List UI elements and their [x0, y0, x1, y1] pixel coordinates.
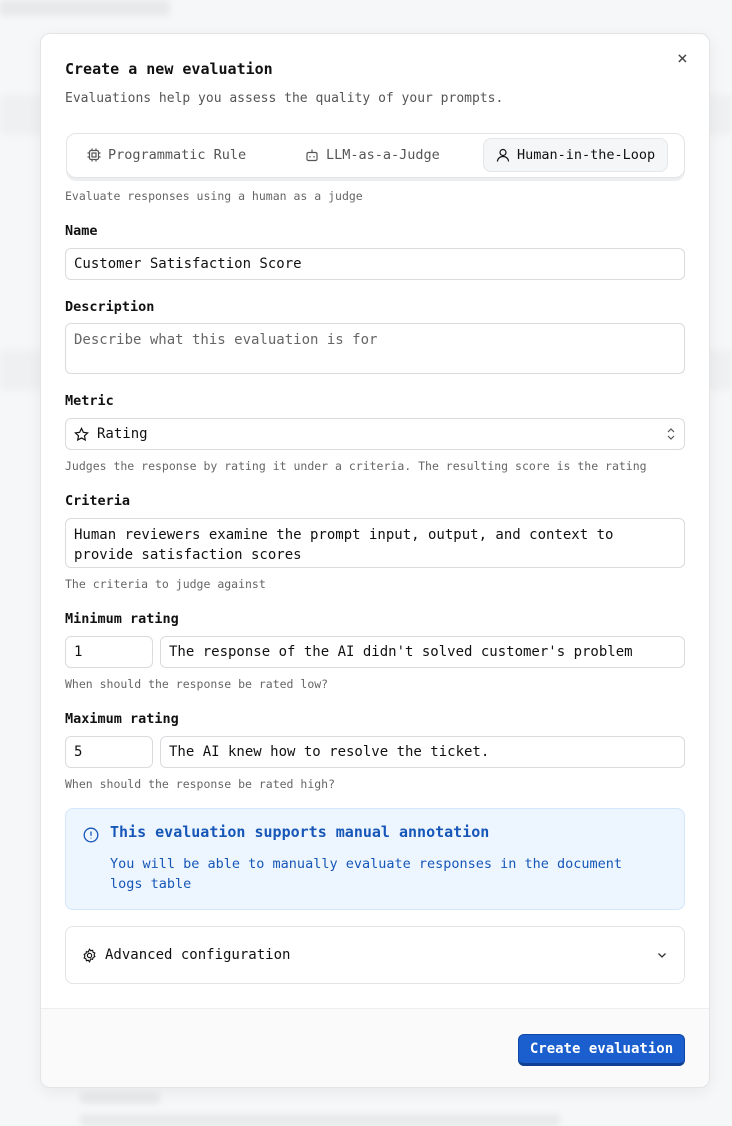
description-textarea[interactable]: Describe what this evaluation is for: [65, 323, 685, 374]
modal-title: Create a new evaluation: [65, 60, 273, 78]
modal-subtitle: Evaluations help you assess the quality of your prompts.: [65, 91, 504, 106]
max-rating-help-text: When should the response be rated high?: [65, 777, 336, 791]
metric-label: Metric: [65, 393, 114, 409]
min-rating-description-input[interactable]: The response of the AI didn't solved customer's problem: [160, 636, 685, 668]
name-label: Name: [65, 223, 98, 239]
tab-programmatic-rule[interactable]: [75, 138, 258, 172]
gear-icon: [82, 948, 97, 963]
alert-circle-icon: [83, 827, 99, 843]
criteria-textarea[interactable]: Human reviewers examine the prompt input, output, and context to provide satisfaction scores: [65, 518, 685, 568]
criteria-help-text: The criteria to judge against: [65, 577, 266, 591]
name-input[interactable]: Customer Satisfaction Score: [65, 248, 685, 280]
notice-title: This evaluation supports manual annotation: [110, 823, 490, 841]
criteria-label: Criteria: [65, 493, 131, 509]
tab-llm-as-a-judge[interactable]: [293, 138, 452, 172]
min-rating-value-input[interactable]: 1: [65, 636, 153, 668]
min-rating-help-text: When should the response be rated low?: [65, 677, 329, 691]
manual-annotation-notice: [65, 808, 685, 910]
chevrons-up-down-icon: [666, 427, 676, 441]
metric-value: Rating: [97, 426, 148, 442]
evaluation-type-tabs: [66, 133, 685, 178]
tab-help-text: Evaluate responses using a human as a judge: [65, 189, 363, 203]
user-icon: [496, 148, 510, 162]
chevron-down-icon: [656, 949, 668, 961]
star-icon: [74, 427, 89, 442]
cpu-icon: [87, 148, 101, 162]
max-rating-label: Maximum rating: [65, 711, 179, 727]
metric-help-text: Judges the response by rating it under a criteria. The resulting score is the rating: [65, 459, 647, 473]
tab-human-in-the-loop[interactable]: [483, 138, 668, 172]
advanced-configuration-label: Advanced configuration: [105, 947, 291, 963]
min-rating-label: Minimum rating: [65, 611, 179, 627]
tab-label: LLM-as-a-Judge: [326, 147, 440, 163]
max-rating-value-input[interactable]: 5: [65, 736, 153, 768]
create-evaluation-modal: [40, 33, 710, 1088]
metric-select[interactable]: [65, 418, 685, 450]
description-label: Description: [65, 299, 155, 315]
notice-body: You will be able to manually evaluate responses in the document logs table: [110, 856, 623, 892]
max-rating-description-input[interactable]: The AI knew how to resolve the ticket.: [160, 736, 685, 768]
create-evaluation-button[interactable]: Create evaluation: [518, 1034, 685, 1066]
modal-footer: [41, 1008, 710, 1088]
close-icon[interactable]: ×: [677, 48, 688, 69]
tab-label: Programmatic Rule: [108, 147, 247, 163]
bot-icon: [305, 148, 319, 162]
advanced-configuration-toggle[interactable]: [65, 926, 685, 984]
tab-label: Human-in-the-Loop: [517, 147, 656, 163]
